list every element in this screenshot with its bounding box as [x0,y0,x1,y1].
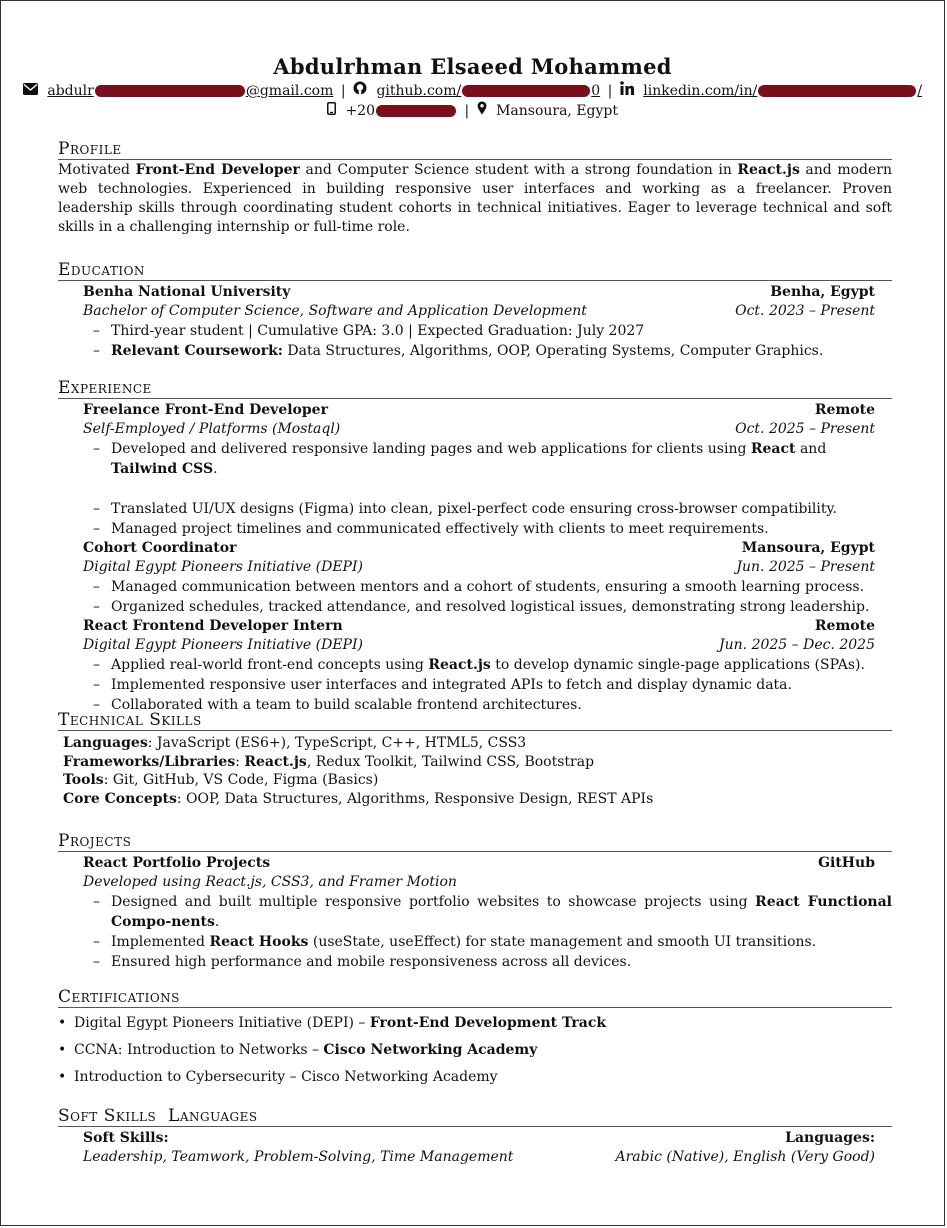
section-title: Projects [58,831,892,852]
contact-line-1 [1,81,944,101]
list-item: – Third-year student | Cumulative GPA: 3.0 | Expected Graduation: July 2027 [83,321,892,341]
soft-skills-text: Leadership, Teamwork, Problem-Solving, Time Management [83,1149,514,1165]
list-item: – Implemented React Hooks (useState, useEffect) for state management and smooth UI transitions. [83,932,892,952]
job-title: Freelance Front-End Developer [83,402,328,418]
technical-skills-section [58,710,892,808]
list-item: – Organized schedules, tracked attendance, and resolved logistical issues, demonstrating strong leadership. [83,597,892,617]
certifications-section [58,987,892,1091]
redaction-mark [758,85,916,97]
school-name: Benha National University [83,284,291,300]
github-icon [353,81,367,101]
location-text: Mansoura, Egypt [496,103,619,119]
job-dates: Oct. 2025 – Present [735,421,875,437]
entry-subheading-row [83,558,875,577]
job-dates: Jun. 2025 – Dec. 2025 [719,637,875,653]
redaction-mark [95,85,245,97]
section-title: Profile [58,139,892,160]
entry-heading-row [83,401,875,420]
separator: | [607,83,613,99]
project-stack: Developed using React.js, CSS3, and Framer Motion [83,874,457,890]
contact-line-2 [1,101,944,121]
certifications-list [58,1010,892,1091]
list-item: – Designed and built multiple responsive portfolio websites to showcase projects using React Functional Compo-nents. [83,892,892,932]
list-item: • Digital Egypt Pioneers Initiative (DEPI) – Front-End Development Track [58,1010,892,1037]
entry-heading-row [83,283,875,302]
redaction-mark [376,105,456,117]
entry-heading-row [83,617,875,636]
job-location: Mansoura, Egypt [741,540,875,556]
skills-list [58,734,892,808]
section-title: Experience [58,378,892,399]
school-location: Benha, Egypt [770,284,875,300]
employer: Digital Egypt Pioneers Initiative (DEPI) [83,559,363,575]
list-item: – Developed and delivered responsive landing pages and web applications for clients using React and Tailwind CSS. [83,439,892,479]
list-item: • CCNA: Introduction to Networks – Cisco Networking Academy [58,1037,892,1064]
linkedin-icon [620,81,634,101]
list-item: – Collaborated with a team to build scalable frontend architectures. [83,695,892,715]
soft-skills-section [58,1106,892,1167]
soft-skills-label: Soft Skills: [83,1130,169,1146]
job-title: React Frontend Developer Intern [83,618,343,634]
map-pin-icon [477,101,487,121]
list-item: – Managed communication between mentors and a cohort of students, ensuring a smooth learning process. [83,577,892,597]
resume-header [1,53,944,121]
experience-section [58,378,892,715]
entry-subheading-row [83,1148,875,1167]
education-entry [83,283,875,361]
section-title: Technical Skills [58,710,892,731]
entry-subheading-row [83,636,875,655]
candidate-name: Abdulrhman Elsaeed Mohammed [273,54,672,79]
education-section [58,260,892,361]
employer: Digital Egypt Pioneers Initiative (DEPI) [83,637,363,653]
envelope-icon [23,81,38,101]
languages-text: Arabic (Native), English (Very Good) [615,1149,875,1165]
employer: Self-Employed / Platforms (Mostaql) [83,421,341,437]
project-name: React Portfolio Projects [83,855,271,871]
list-item: – Implemented responsive user interfaces and integrated APIs to fetch and display dynamic data. [83,675,892,695]
section-title: Soft Skills Languages [58,1106,892,1127]
mobile-phone-icon [327,101,336,121]
education-dates: Oct. 2023 – Present [735,303,875,319]
skill-frameworks: Frameworks/Libraries: React.js, Redux Toolkit, Tailwind CSS, Bootstrap [63,753,595,770]
phone-number: +20 [345,103,457,119]
experience-entry-intern [83,617,875,715]
list-item: – Ensured high performance and mobile responsiveness across all devices. [83,952,892,972]
experience-entry-coordinator [83,539,875,617]
profile-section [58,139,892,237]
list-item: – Managed project timelines and communicated effectively with clients to meet requirements. [83,519,892,539]
entry-subheading-row [83,302,875,321]
soft-skills-entry [83,1129,875,1167]
profile-summary: Motivated Front-End Developer and Computer Science student with a strong foundation in React.js and modern web technologies. Experienced in building responsive user interfaces and working as a freelancer. Proven leadership skills through coordinating student cohorts in technical initiatives. Eager to leverage technical and soft skills in a challenging internship or full-time role. [58,162,892,235]
entry-heading-row [83,539,875,558]
section-title: Education [58,260,892,281]
email-link[interactable]: abdulr @gmail.com [47,83,334,99]
list-item: – Translated UI/UX designs (Figma) into clean, pixel-perfect code ensuring cross-browser compatibility. [83,499,892,519]
separator: | [464,103,470,119]
list-item: – Applied real-world front-end concepts using React.js to develop dynamic single-page applications (SPAs). [83,655,892,675]
job-location: Remote [814,402,875,418]
skill-tools: Tools: Git, GitHub, VS Code, Figma (Basics) [63,772,379,788]
linkedin-link[interactable]: linkedin.com/in/ / [643,83,923,99]
project-entry [83,854,892,972]
skill-core-concepts: Core Concepts: OOP, Data Structures, Algorithms, Responsive Design, REST APIs [63,790,654,807]
entry-subheading-row [83,873,875,892]
degree: Bachelor of Computer Science, Software and Application Development [83,303,587,319]
job-location: Remote [814,618,875,634]
entry-heading-row [83,854,875,873]
github-link[interactable]: github.com/ 0 [376,83,601,99]
entry-heading-row [83,1129,875,1148]
projects-section [58,831,892,972]
languages-label: Languages: [785,1130,875,1146]
separator: | [340,83,346,99]
list-item: • Introduction to Cybersecurity – Cisco Networking Academy [58,1064,892,1091]
skill-languages: Languages: JavaScript (ES6+), TypeScript, C++, HTML5, CSS3 [63,735,527,751]
project-link[interactable]: GitHub [818,855,875,871]
entry-subheading-row [83,420,875,439]
list-item: – Relevant Coursework: Data Structures, Algorithms, OOP, Operating Systems, Computer Graphics. [83,341,892,361]
job-title: Cohort Coordinator [83,540,237,556]
section-title: Certifications [58,987,892,1008]
experience-entry-freelance [83,401,875,539]
redaction-mark [462,85,590,97]
job-dates: Jun. 2025 – Present [736,559,875,575]
